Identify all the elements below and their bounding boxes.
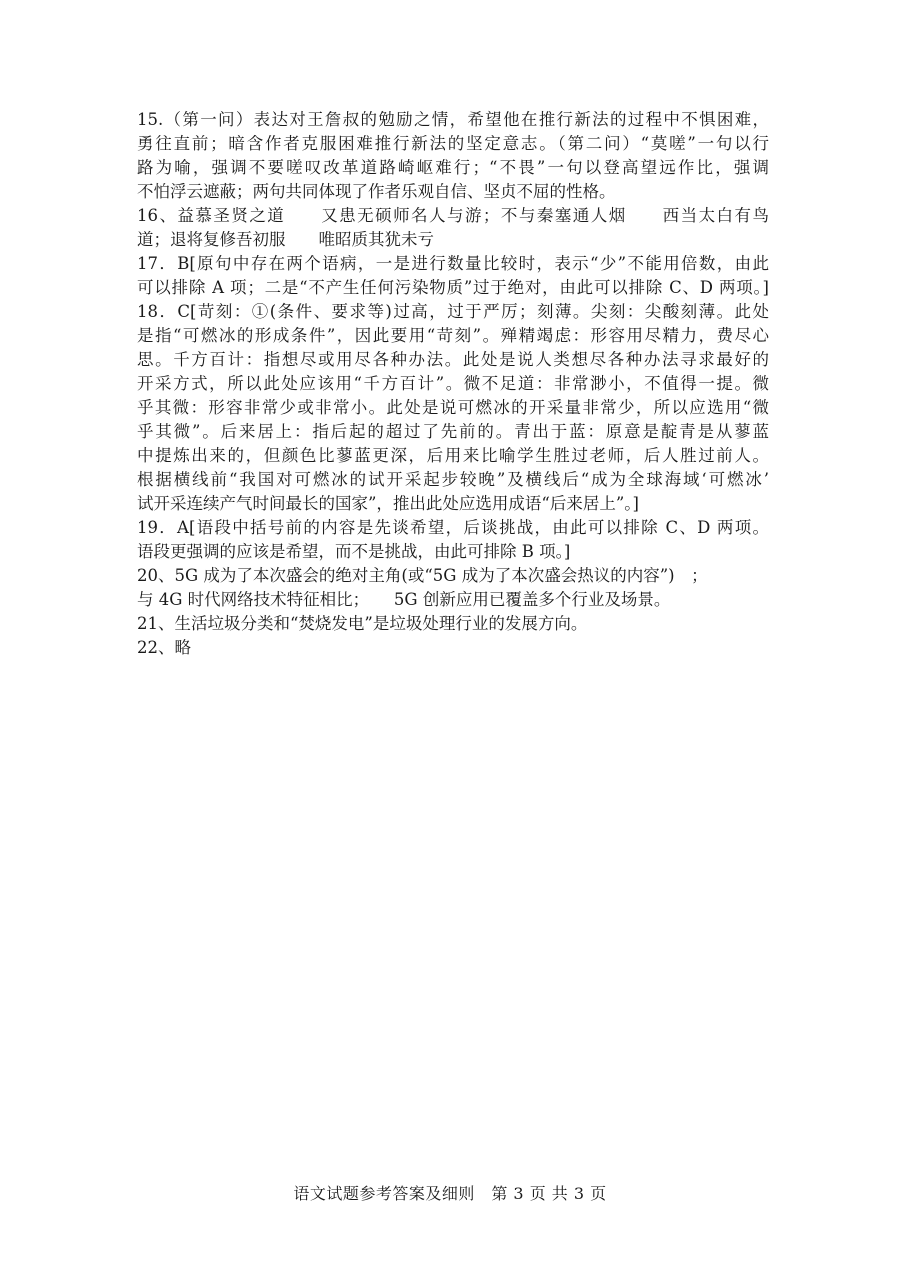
answer-19-line-2: 语段更强调的应该是希望，而不是挑战，由此可排除 B 项。] bbox=[137, 542, 571, 561]
answer-18-line-3: 思。千方百计：指想尽或用尽各种办法。此处是说人类想尽各种办法寻求最好的 bbox=[137, 350, 769, 369]
answer-17-line-2: 可以排除 A 项；二是“不产生任何污染物质”过于绝对，由此可以排除 C、D 两项。] bbox=[137, 278, 769, 297]
answer-19-line-1: 19．A[语段中括号前的内容是先谈希望，后谈挑战，由此可以排除 C、D 两项。 bbox=[137, 518, 769, 537]
answer-20-line-2: 与 4G 时代网络技术特征相比； 5G 创新应用已覆盖多个行业及场景。 bbox=[137, 590, 671, 609]
answer-21-line: 21、生活垃圾分类和“焚烧发电”是垃圾处理行业的发展方向。 bbox=[137, 614, 588, 633]
answer-16-line-1: 16、益慕圣贤之道 又患无硕师名人与游；不与秦塞通人烟 西当太白有鸟 bbox=[137, 206, 769, 225]
answer-18-line-4: 开采方式，所以此处应该用“千方百计”。微不足道：非常渺小，不值得一提。微 bbox=[137, 374, 769, 393]
answer-17-line-1: 17．B[原句中存在两个语病，一是进行数量比较时，表示“少”不能用倍数，由此 bbox=[137, 254, 769, 273]
answer-18-line-7: 中提炼出来的，但颜色比蓼蓝更深，后用来比喻学生胜过老师，后人胜过前人。 bbox=[137, 446, 769, 465]
answer-18-line-5: 乎其微：形容非常少或非常小。此处是说可燃冰的开采量非常少，所以应选用“微 bbox=[137, 398, 769, 417]
answer-16-line-2: 道；退将复修吾初服 唯昭质其犹未亏 bbox=[137, 230, 434, 249]
answer-18-line-2: 是指“可燃冰的形成条件”，因此要用“苛刻”。殚精竭虑：形容用尽精力，费尽心 bbox=[137, 326, 769, 345]
answer-18-line-8: 根据横线前“我国对可燃冰的试开采起步较晚”及横线后“成为全球海域‘可燃冰’ bbox=[137, 470, 769, 489]
page-footer: 语文试题参考答案及细则 第 3 页 共 3 页 bbox=[293, 1184, 607, 1203]
answer-22-line: 22、略 bbox=[137, 638, 191, 657]
answer-18-line-9: 试开采连续产气时间最长的国家”，推出此处应选用成语“后来居上”。] bbox=[137, 494, 639, 513]
answer-18-line-6: 乎其微”。后来居上：指后起的超过了先前的。青出于蓝：原意是靛青是从蓼蓝 bbox=[137, 422, 769, 441]
answer-18-line-1: 18．C[苛刻：①(条件、要求等)过高，过于严厉；刻薄。尖刻：尖酸刻薄。此处 bbox=[137, 302, 769, 321]
answer-content bbox=[137, 108, 769, 660]
answer-15-line-3: 路为喻，强调不要嗟叹改革道路崎岖难行；“不畏”一句以登高望远作比，强调 bbox=[137, 158, 769, 177]
answer-15-line-1: 15.（第一问）表达对王詹叔的勉励之情，希望他在推行新法的过程中不惧困难， bbox=[137, 110, 769, 129]
answer-15-line-4: 不怕浮云遮蔽；两句共同体现了作者乐观自信、坚贞不屈的性格。 bbox=[137, 182, 616, 201]
answer-20-line-1: 20、5G 成为了本次盛会的绝对主角(或“5G 成为了本次盛会热议的内容”) ； bbox=[137, 566, 708, 585]
answer-15-line-2: 勇往直前；暗含作者克服困难推行新法的坚定意志。（第二问）“莫嗟”一句以行 bbox=[137, 134, 769, 153]
